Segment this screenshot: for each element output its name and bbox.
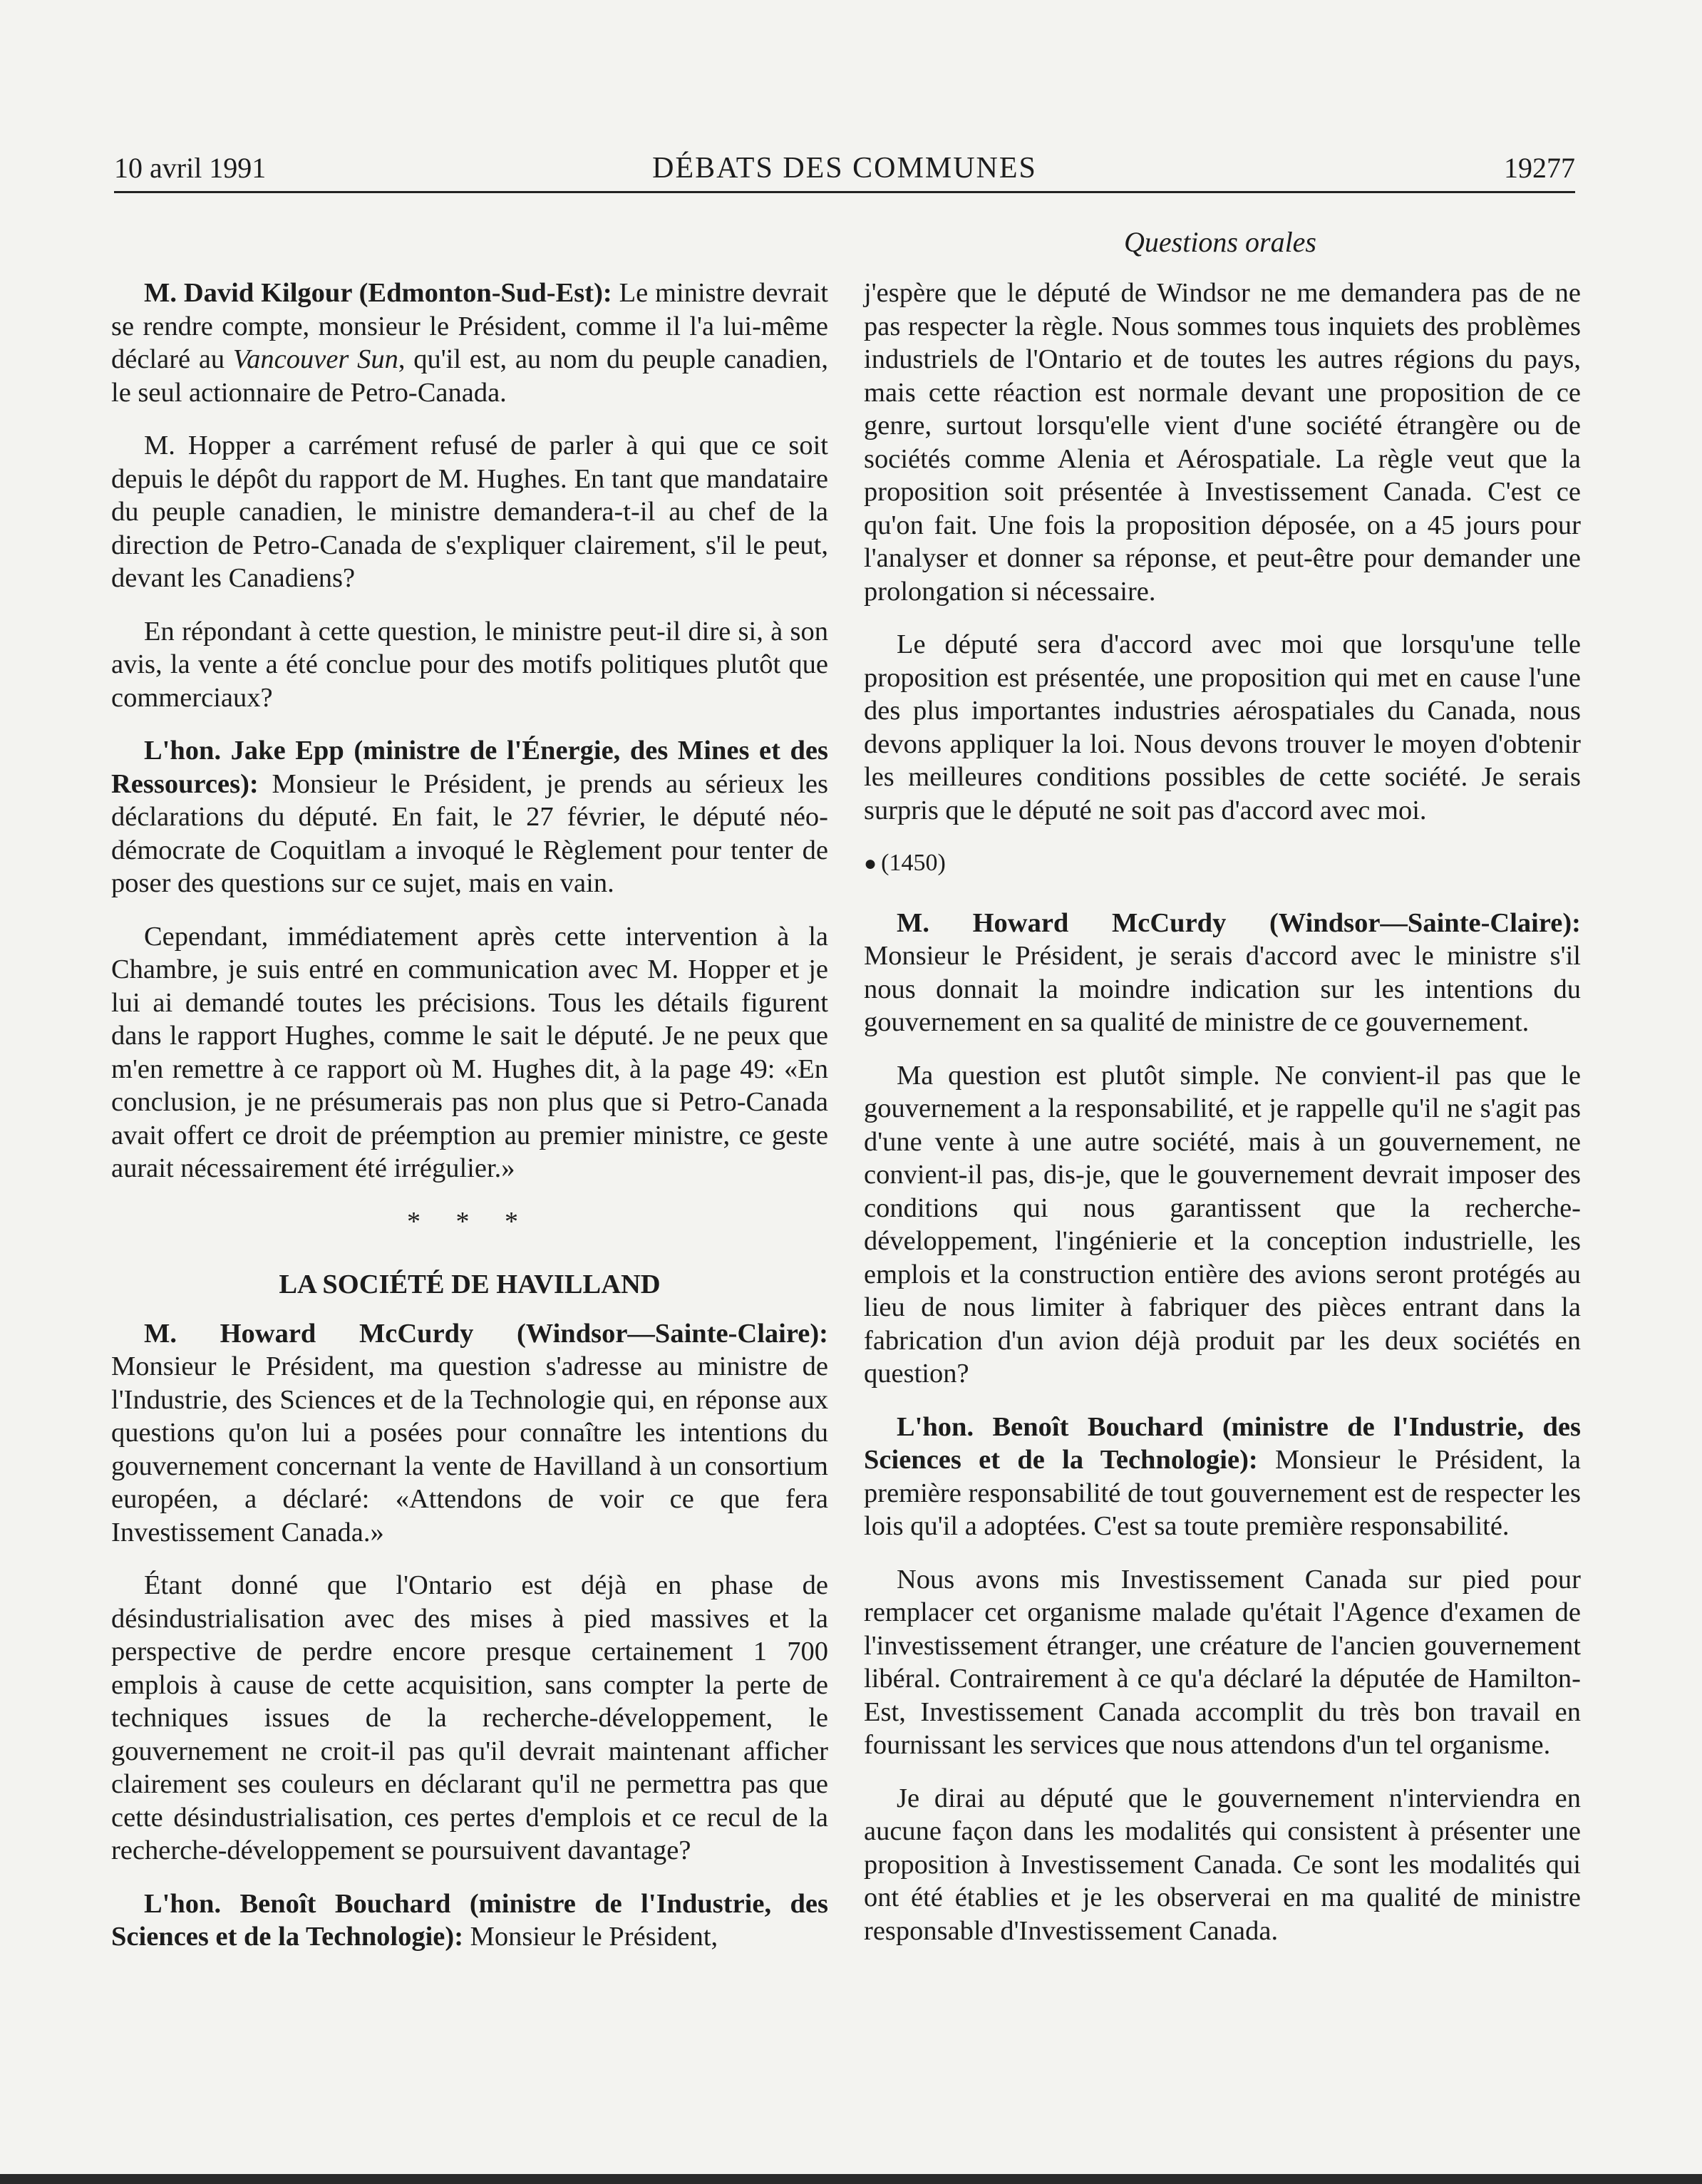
paragraph: Cependant, immédiatement après cette intervention à la Chambre, je suis entré en communication avec M. Hopper et je lui ai demandé toutes les précisions. Tous les détails figurent dans le rapport Hughes, comme le sait le député. Je ne peux que m'en remettre à ce rapport où M. Hughes dit, à la page 49: «En conclusion, je ne présumerais pas non plus que si Petro-Canada avait offert ce droit de préemption au premier ministre, ce geste aurait nécessairement été irrégulier.»	[111, 921, 828, 1183]
paragraph	[111, 734, 828, 900]
paragraph: Le député sera d'accord avec moi que lorsqu'une telle proposition est présentée, une proposition qui met en cause l'une des plus importantes industries aérospatiales du Canada, nous devons appliquer la loi. Nous devons trouver le moyen d'obtenir les meilleures conditions possibles de cette société. Je serais surpris que le député ne soit pas d'accord avec moi.	[864, 629, 1581, 825]
publication-name: Vancouver Sun	[232, 344, 398, 374]
section-label: Questions orales	[1124, 226, 1316, 258]
page-bottom-edge	[0, 2174, 1702, 2184]
paragraph: j'espère que le député de Windsor ne me demandera pas de ne pas respecter la règle. Nous sommes tous inquiets des problèmes industriels de l'Ontario et de toutes les autres régions du pays, mais cette réaction est normale devant une proposition de ce genre, surtout lorsqu'elle vient d'une société étrangère ou de sociétés comme Alenia et Aérospatiale. La règle veut que la proposition soit présentée à Investissement Canada. C'est ce qu'on fait. Une fois la proposition déposée, on a 45 jours pour l'analyser et donner sa réponse, et peut-être pour demander une prolongation si nécessaire.	[864, 278, 1581, 607]
paragraph: Ma question est plutôt simple. Ne convient-il pas que le gouvernement a la responsabilité, et je rappelle qu'il ne s'agit pas d'une vente à une autre société, mais à un gouvernement, ne convient-il pas, dis-je, que le gouvernement devrait imposer des conditions qui nous garantissent que la recherche-développement, l'ingénierie et la conception industrielle, les emplois et la construction entière des avions seront protégés au lieu de nous limiter à fabriquer des pièces entrant dans la fabrication d'un avion déjà produit par les deux sociétés en question?	[864, 1060, 1581, 1389]
speaker-name: M. Howard McCurdy (Windsor—Sainte-Claire):	[144, 1318, 828, 1349]
section-divider: * * *	[407, 1206, 532, 1237]
paragraph-text: Le ministre devrait se rendre compte, monsieur le Président, comme il l'a lui-même déclaré au	[111, 278, 828, 374]
paragraph-text: Monsieur le Président, la première responsabilité de tout gouvernement est de respecter les lois qu'il a adoptées. C'est sa toute première responsabilité.	[864, 1445, 1581, 1541]
speaker-name: M. Howard McCurdy (Windsor—Sainte-Claire):	[897, 907, 1581, 938]
paragraph	[111, 1317, 828, 1550]
paragraph-text: Monsieur le Président,	[463, 1922, 718, 1952]
paragraph: Je dirai au député que le gouvernement n'interviendra en aucune façon dans les modalités qui consistent à présenter une proposition à Investissement Canada. Ce sont les modalités qui ont été établies et je les observerai en ma qualité de ministre responsable d'Investissement Canada.	[864, 1783, 1581, 1946]
speaker-name: L'hon. Benoît Bouchard (ministre de l'Industrie, des Sciences et de la Technologie):	[864, 1411, 1581, 1475]
header-page-number: 19277	[1504, 152, 1575, 184]
paragraph: M. Hopper a carrément refusé de parler à qui que ce soit depuis le dépôt du rapport de M. Hughes. En tant que mandataire du peuple canadien, le ministre demandera-t-il au chef de la direction de Petro-Canada de s'expliquer clairement, s'il le peut, devant les Canadiens?	[111, 431, 828, 593]
speaker-name: L'hon. Jake Epp (ministre de l'Énergie, des Mines et des Ressources):	[111, 736, 828, 799]
paragraph-text: Monsieur le Président, je serais d'accord avec le ministre s'il nous donnait la moindre indication sur les intentions du gouvernement en sa qualité de ministre de ce gouvernement.	[864, 941, 1581, 1037]
right-column	[864, 277, 1581, 1967]
paragraph-text: , qu'il est, au nom du peuple canadien, le seul actionnaire de Petro-Canada.	[111, 344, 829, 408]
paragraph: En répondant à cette question, le ministre peut-il dire si, à son avis, la vente a été conclue pour des motifs politiques plutôt que commerciaux?	[111, 616, 828, 713]
timestamp-text: (1450)	[881, 850, 946, 876]
speaker-name: M. David Kilgour (Edmonton-Sud-Est):	[144, 278, 612, 308]
paragraph-text: Monsieur le Président, ma question s'adresse au ministre de l'Industrie, des Sciences et de la Technologie qui, en réponse aux questions qu'on lui a posées pour connaître les intentions du gouvernement concernant la vente de Havilland à un consortium européen, a déclaré: «Attendons de voir ce que fera Investissement Canada.»	[111, 1351, 828, 1547]
paragraph: Nous avons mis Investissement Canada sur pied pour remplacer cet organisme malade qu'était l'Agence d'examen de l'investissement étranger, une créature de l'ancien gouvernement libéral. Contrairement à ce qu'a déclaré la députée de Hamilton-Est, Investissement Canada accomplit du très bon travail en fournissant les services que nous attendons d'un tel organisme.	[864, 1564, 1581, 1760]
speaker-name: L'hon. Benoît Bouchard (ministre de l'Industrie, des Sciences et de la Technologie):	[111, 1888, 828, 1952]
paragraph	[111, 277, 828, 409]
left-column	[111, 277, 828, 1974]
paragraph	[864, 907, 1581, 1039]
page-header	[114, 145, 1575, 193]
paragraph	[111, 1887, 828, 1954]
section-heading: LA SOCIÉTÉ DE HAVILLAND	[279, 1269, 661, 1299]
header-title: DÉBATS DES COMMUNES	[652, 152, 1037, 185]
paragraph: Étant donné que l'Ontario est déjà en phase de désindustrialisation avec des mises à pied massives et la perspective de perdre encore presque certainement 1 700 emplois à cause de cette acquisition, sans compter la perte de techniques issues de la recherche-développement, le gouvernement ne croit-il pas qu'il devrait maintenant afficher clairement ses couleurs en déclarant qu'il ne permettra pas que cette désindustrialisation, ces pertes d'emplois et ce recul de la recherche-développement se poursuivent davantage?	[111, 1570, 828, 1865]
timestamp	[864, 847, 1581, 881]
header-date: 10 avril 1991	[114, 152, 267, 184]
bullet-icon: ●	[864, 852, 877, 875]
paragraph	[864, 1411, 1581, 1543]
paragraph-text: Monsieur le Président, je prends au sérieux les déclarations du député. En fait, le 27 février, le député néo-démocrate de Coquitlam a invoqué le Règlement pour tenter de poser des questions sur ce sujet, mais en vain.	[111, 768, 828, 898]
